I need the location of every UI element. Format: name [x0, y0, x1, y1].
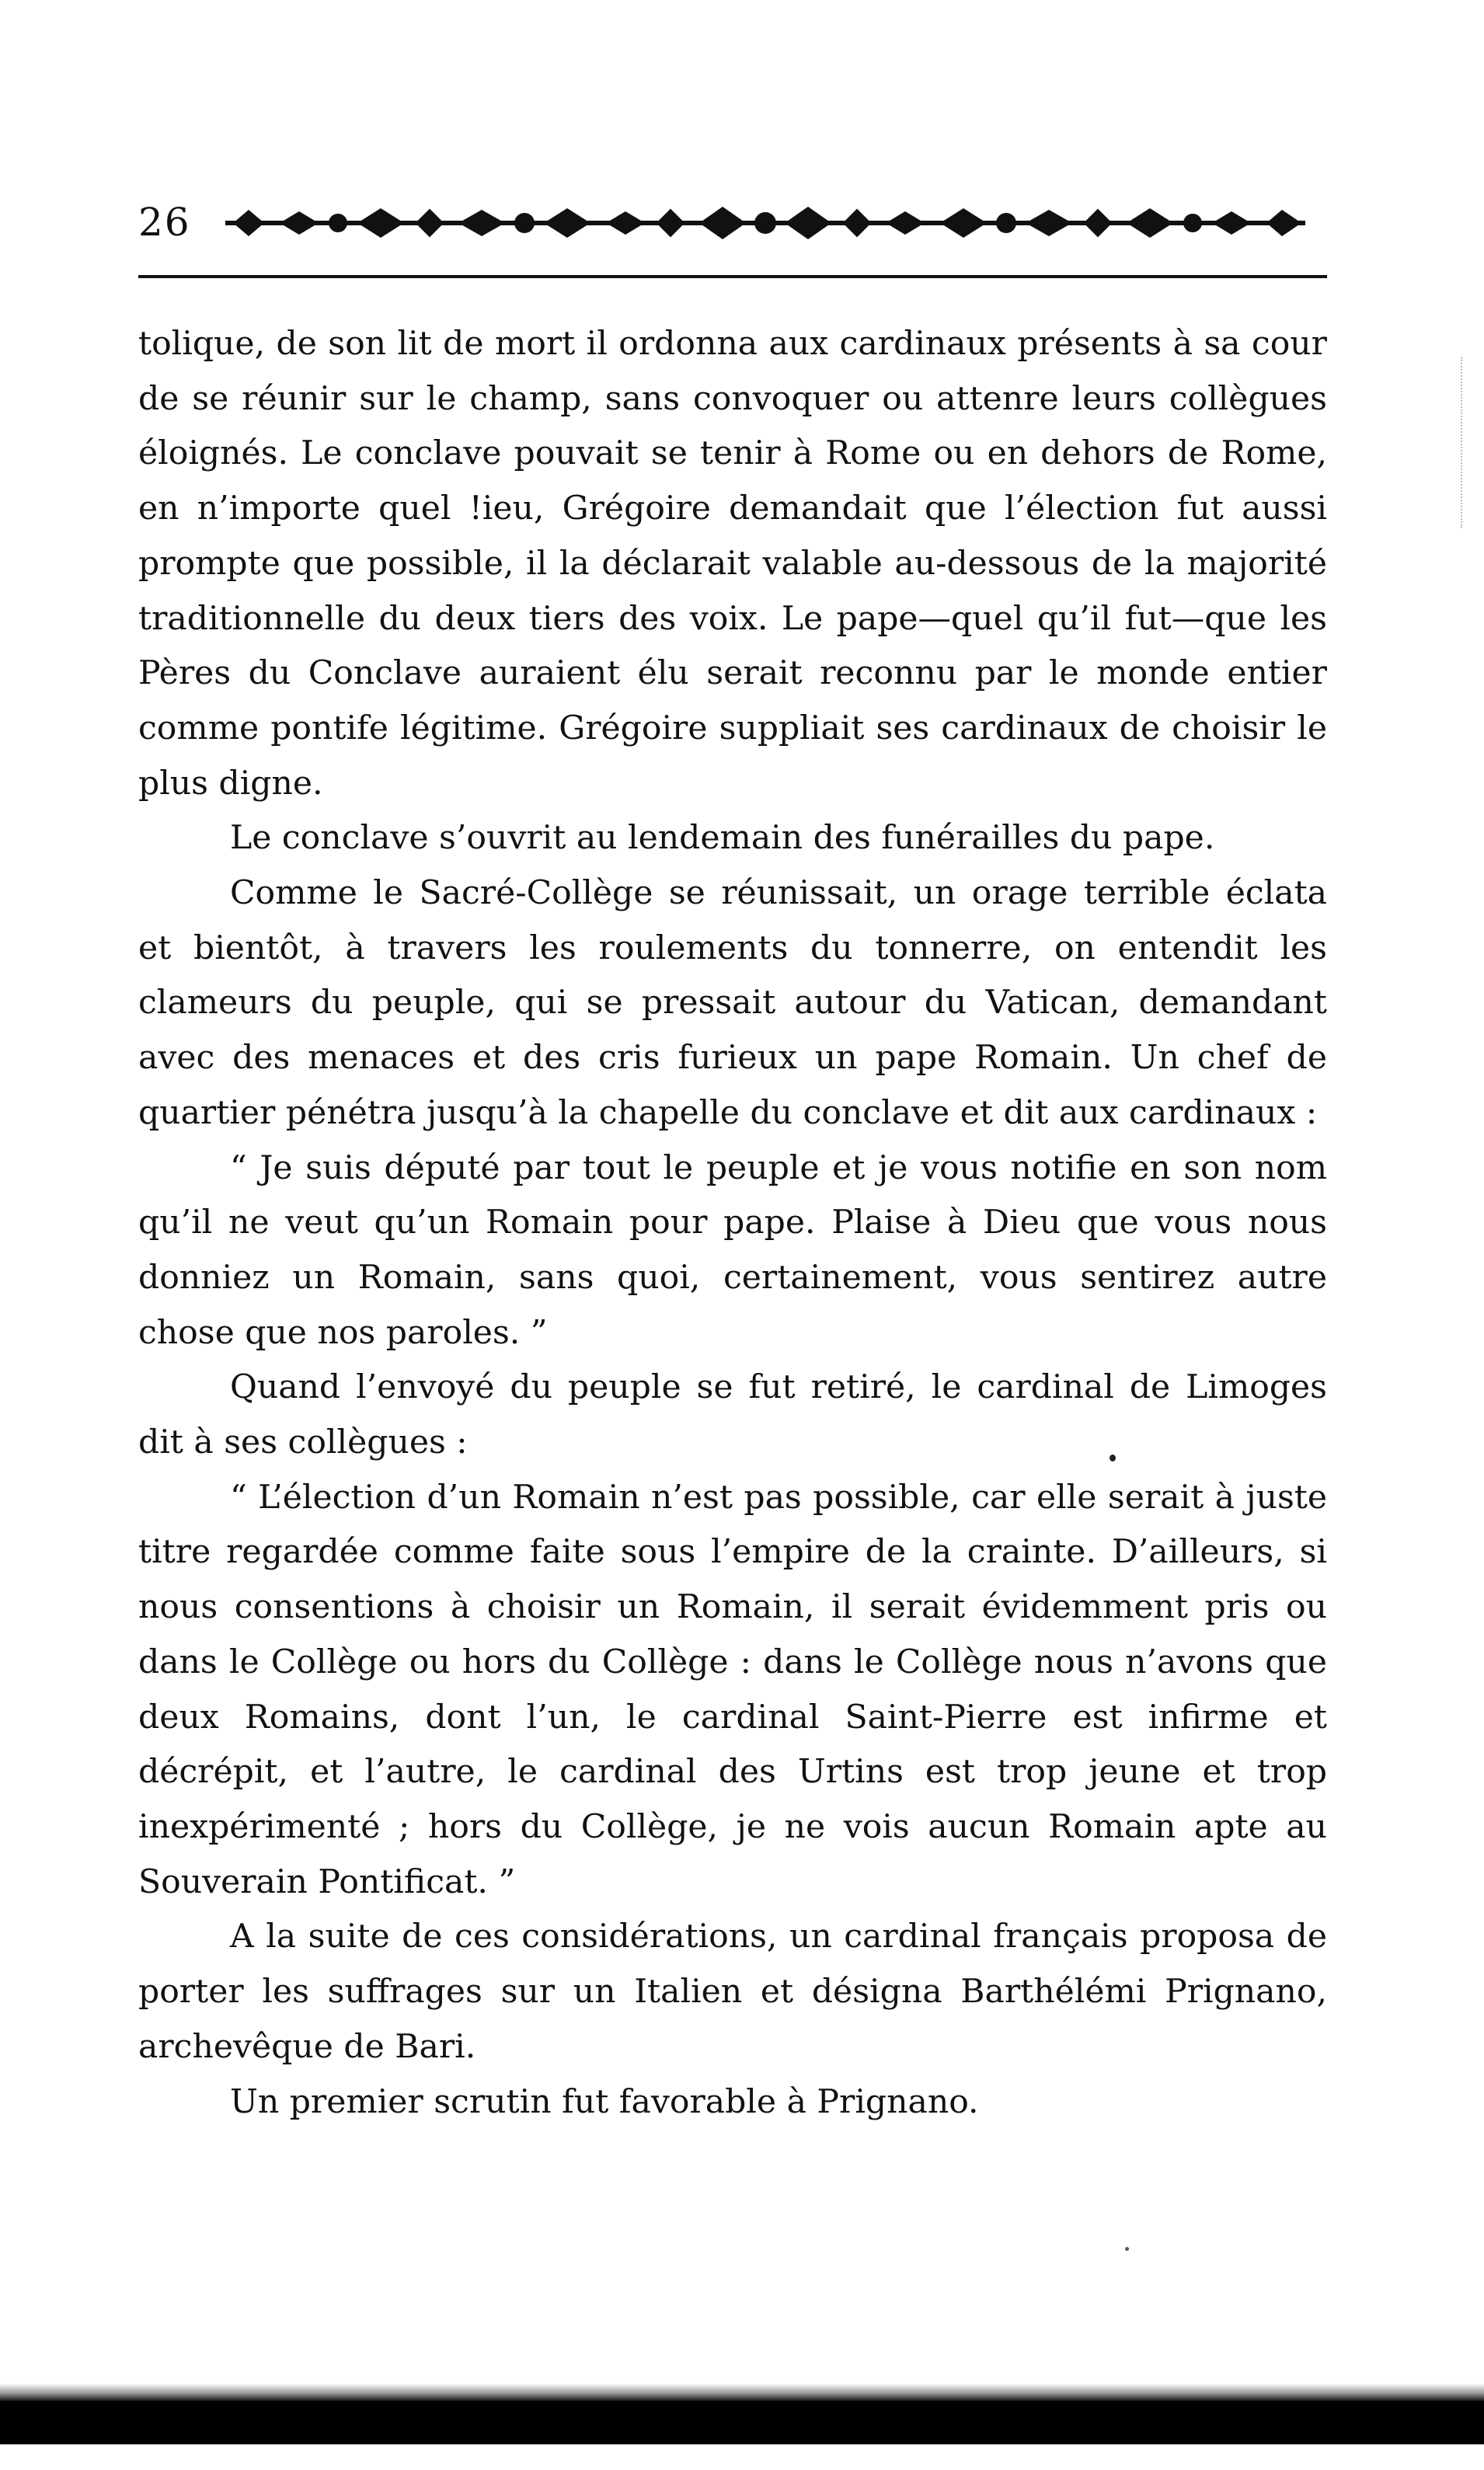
paragraph-3: Comme le Sacré-Collège se réunissait, un orage terrible éclata et bientôt, à travers les roulements du tonnerre, on entendit les clameurs du peuple, qui se pressait autour du Vatican, demandant avec des menaces et des cris furieux un pape Romain. Un chef de quartier pénétra jusqu’à la chapelle du conclave et dit aux cardinaux :	[138, 874, 1327, 1132]
paragraph-7: A la suite de ces considérations, un cardinal français proposa de porter les suffrages sur un Italien et désigna Barthélémi Prignano, archevêque de Bari.	[138, 1918, 1327, 2066]
paragraph-5: Quand l’envoyé du peuple se fut retiré, le cardinal de Limoges dit à ses collègues :	[138, 1368, 1327, 1462]
page-bottom-band	[0, 2401, 1484, 2444]
paragraph-6-quote: “ L’élection d’un Romain n’est pas possible, car elle serait à juste titre regardée comme faite sous l’empire de la crainte. D’ailleurs, si nous consentions à choisir un Romain, il serait évidemment pris ou dans le Collège ou hors du Collège : dans le Collège nous n’avons que deux Romains, dont l’un, le cardinal Saint-Pierre est infirme et décrépit, et l’autre, le cardinal des Urtins est trop jeune et trop inexpérimenté ; hors du Collège, je ne vois aucun Romain apte au Souverain Pontificat. ”	[138, 1478, 1327, 1901]
paragraph-4-quote: “ Je suis député par tout le peuple et je vous notifie en son nom qu’il ne veut qu’un Romain pour pape. Plaise à Dieu que vous nous donniez un Romain, sans quoi, certainement, vous sentirez autre chose que nos paroles. ”	[138, 1148, 1327, 1352]
decorative-header-band-icon	[225, 204, 1305, 242]
paragraph-8: Un premier scrutin fut favorable à Prignano.	[230, 2082, 979, 2121]
ink-speck	[1125, 2247, 1129, 2251]
body-text	[138, 317, 1327, 2130]
paragraph-1: tolique, de son lit de mort il ordonna aux cardinaux présents à sa cour de se réunir sur le champ, sans convoquer ou attenre leurs collègues éloignés. Le conclave pouvait se tenir à Rome ou en dehors de Rome, en n’importe quel !ieu, Grégoire demandait que l’élection fut aussi prompte que possible, il la déclarait valable au-dessous de la majorité traditionnelle du deux tiers des voix. Le pape—quel qu’il fut—que les Pères du Conclave auraient élu serait reconnu par le monde entier comme pontife légitime. Grégoire suppliait ses cardinaux de choisir le plus digne.	[138, 325, 1327, 803]
margin-dots	[1461, 357, 1465, 528]
ink-speck	[1110, 1454, 1116, 1461]
page-number: 26	[138, 200, 191, 245]
header-rule	[138, 275, 1327, 278]
paragraph-2: Le conclave s’ouvrit au lendemain des funérailles du pape.	[230, 819, 1215, 858]
page-bottom-shadow	[0, 2362, 1484, 2401]
